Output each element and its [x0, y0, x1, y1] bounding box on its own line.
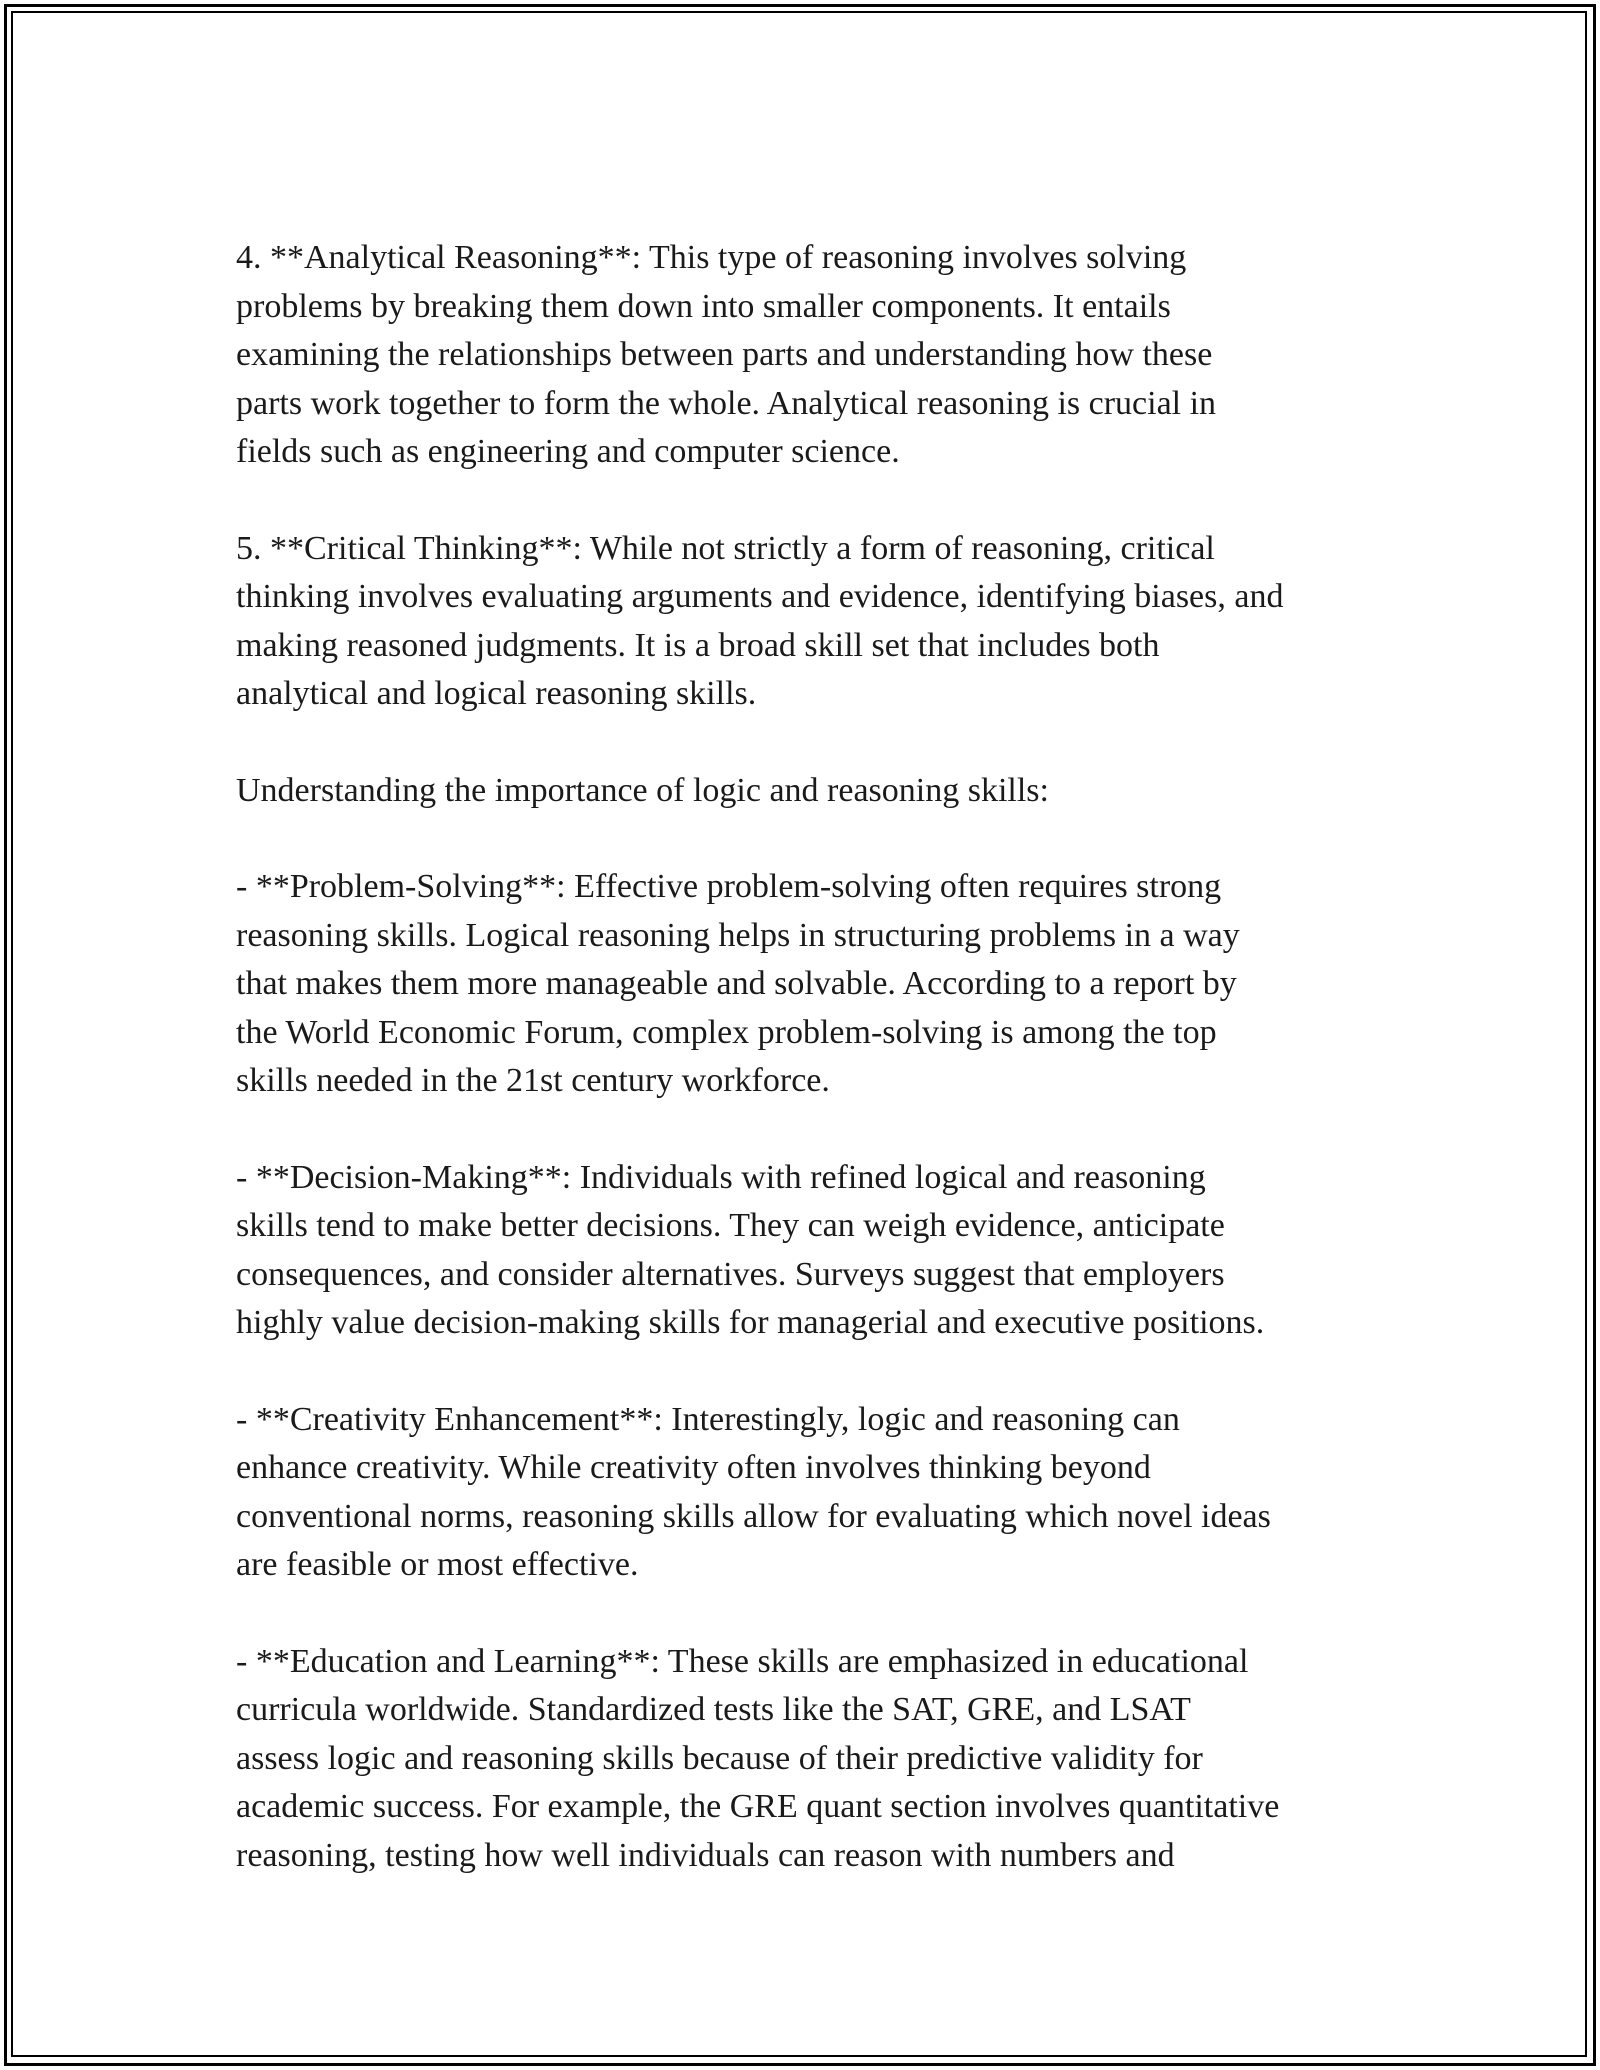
- paragraph-spacer: [236, 1106, 1386, 1154]
- bullet-education-learning: - **Education and Learning**: These skills are emphasized in educational curricula worldwide. Standardized tests like the SAT, GRE, and LSAT assess logic and reasoning skills because of their predictive validity for academic success. For example, the GRE quant section involves quantitative reasoning, testing how well individuals can reason with numbers and: [236, 1642, 1280, 1874]
- bullet-decision-making: - **Decision-Making**: Individuals with refined logical and reasoning skills tend to make better decisions. They can weigh evidence, anticipate consequences, and consider alternatives. Surveys suggest that employers highly value decision-making skills for managerial and executive positions.: [236, 1158, 1265, 1341]
- bullet-creativity-enhancement: - **Creativity Enhancement**: Interestingly, logic and reasoning can enhance creativity. While creativity often involves thinking beyond conventional norms, reasoning skills allow for evaluating which novel ideas are feasible or most effective.: [236, 1400, 1271, 1583]
- paragraph-spacer: [236, 1590, 1386, 1638]
- bullet-problem-solving: - **Problem-Solving**: Effective problem-solving often requires strong reasoning skills. Logical reasoning helps in structuring problems in a way that makes them more manageable and solvable. According to a report by the World Economic Forum, complex problem-solving is among the top skills needed in the 21st century workforce.: [236, 868, 1240, 1099]
- paragraph-importance-intro: Understanding the importance of logic and reasoning skills:: [236, 771, 1049, 809]
- paragraph-critical-thinking: 5. **Critical Thinking**: While not strictly a form of reasoning, critical thinking involves evaluating arguments and evidence, identifying biases, and making reasoned judgments. It is a broad skill set that includes both analytical and logical reasoning skills.: [236, 529, 1284, 712]
- paragraph-spacer: [236, 1348, 1386, 1396]
- paragraph-spacer: [236, 719, 1386, 767]
- document-body: [236, 234, 1386, 1880]
- paragraph-spacer: [236, 815, 1386, 863]
- paragraph-spacer: [236, 477, 1386, 525]
- paragraph-analytical-reasoning: 4. **Analytical Reasoning**: This type of reasoning involves solving problems by breaking them down into smaller components. It entails examining the relationships between parts and understanding how these parts work together to form the whole. Analytical reasoning is crucial in fields such as engineering and computer science.: [236, 239, 1217, 470]
